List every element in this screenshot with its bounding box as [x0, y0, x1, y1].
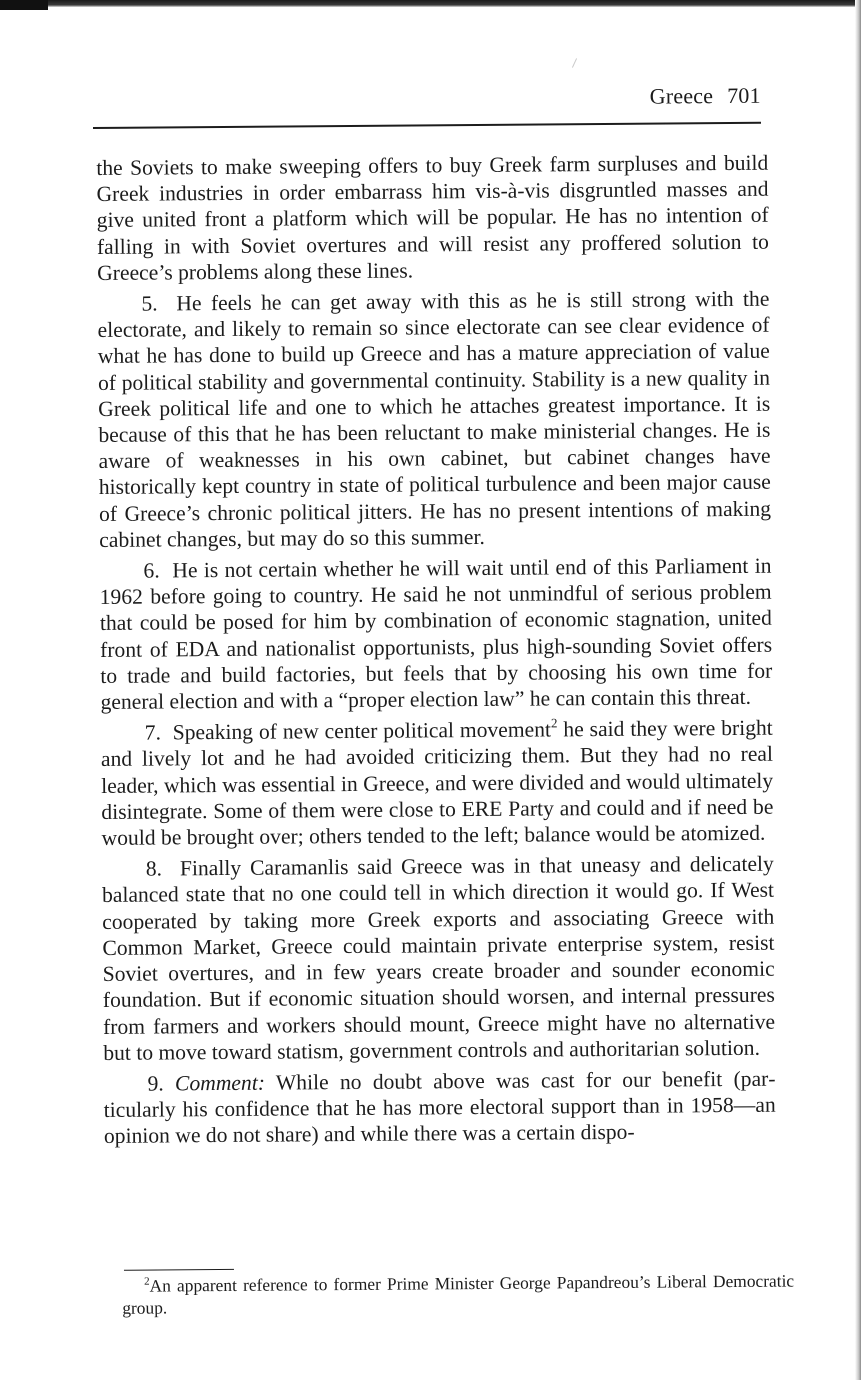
paragraph-9-number: 9. [147, 1071, 176, 1096]
footnote-text: An apparent reference to former Prime Minister George Papandreou’s Liberal Democratic group. [122, 1270, 795, 1318]
footnote-marker: 2 [144, 1275, 150, 1288]
comment-label: Comment: [174, 1070, 266, 1096]
footnote-rule [124, 1269, 234, 1271]
scan-edge-top [0, 0, 861, 7]
body-text [96, 150, 776, 1155]
paragraph-5: 5. He feels he can get away with this as he is still strong with the electorate, and likely to remain so since electorate can see clear evidence of what he has done to build up Greece and has a mature appreciation of value of political stability and governmental continuity. Stability is a new quality in Greek political life and one to which he attaches greatest importance. It is because of this that he has been reluctant to make ministerial changes. He is aware of weaknesses in his own cabinet, but cabinet changes have historically kept country in state of political turbulence and been major cause of Greece’s chronic political jitters. He has no present intentions of making cabinet changes, but may do so this summer. [97, 286, 772, 552]
running-title: Greece [649, 83, 714, 109]
header-rule [93, 122, 761, 129]
paragraph-continued: the Soviets to make sweeping offers to buy Greek farm surpluses and build Greek industries in order embarrass him vis-à-vis disgruntled masses and give united front a platform which will be popular. He has no intention of falling in with Soviet overtures and will resist any proffered solution to Greece’s problems along these lines. [96, 150, 770, 285]
paragraph-9 [103, 1066, 776, 1150]
paper-mark [572, 58, 577, 67]
footnote-reference: 2 [550, 715, 558, 731]
scan-edge-corner [0, 0, 48, 10]
paragraph-8: 8. Finally Caramanlis said Greece was in that uneasy and delicately balanced state that no one could tell in which direction it would go. If West cooperated by taking more Greek exports and associating Greece with Common Market, Greece could maintain private enterprise system, resist Soviet overtures, and in few years create broader and sounder economic foundation. But if economic situation should worsen, and internal pressures from farmers and workers should mount, Greece might have no alternative but to move toward statism, government controls and authoritarian solution. [101, 851, 776, 1065]
paragraph-7 [101, 715, 774, 851]
paragraph-7-start: 7. Speaking of new center political movement [144, 717, 552, 745]
paragraph-7-end: he said they were bright and lively lot and he had avoided criticizing them. But they had no real leader, which was essential in Greece, and were divided and would ultimately disintegrate. Some of them were close to ERE Party and could and if need be would be brought over; others tended to the left; balance would be atomized. [100, 715, 774, 851]
running-head [650, 83, 761, 110]
paragraph-6: 6. He is not certain whether he will wait until end of this Parliament in 1962 before going to country. He said he not unmindful of serious problem that could be posed for him by combination of economic stagnation, united front of EDA and nationalist opportunists, plus high-sounding Soviet offers to trade and build factories, but feels that by choosing his own time for general election and with a “proper election law” he can contain this threat. [99, 553, 773, 715]
paragraph-9-text: While no doubt above was cast for our benefit (particularly his confidence that he has more electoral support than in 1958—an opinion we do not share) and while there was a certain dispo- [103, 1066, 776, 1149]
footnote [122, 1270, 794, 1319]
scan-edge-right [855, 0, 861, 1380]
page-number: 701 [727, 82, 761, 109]
